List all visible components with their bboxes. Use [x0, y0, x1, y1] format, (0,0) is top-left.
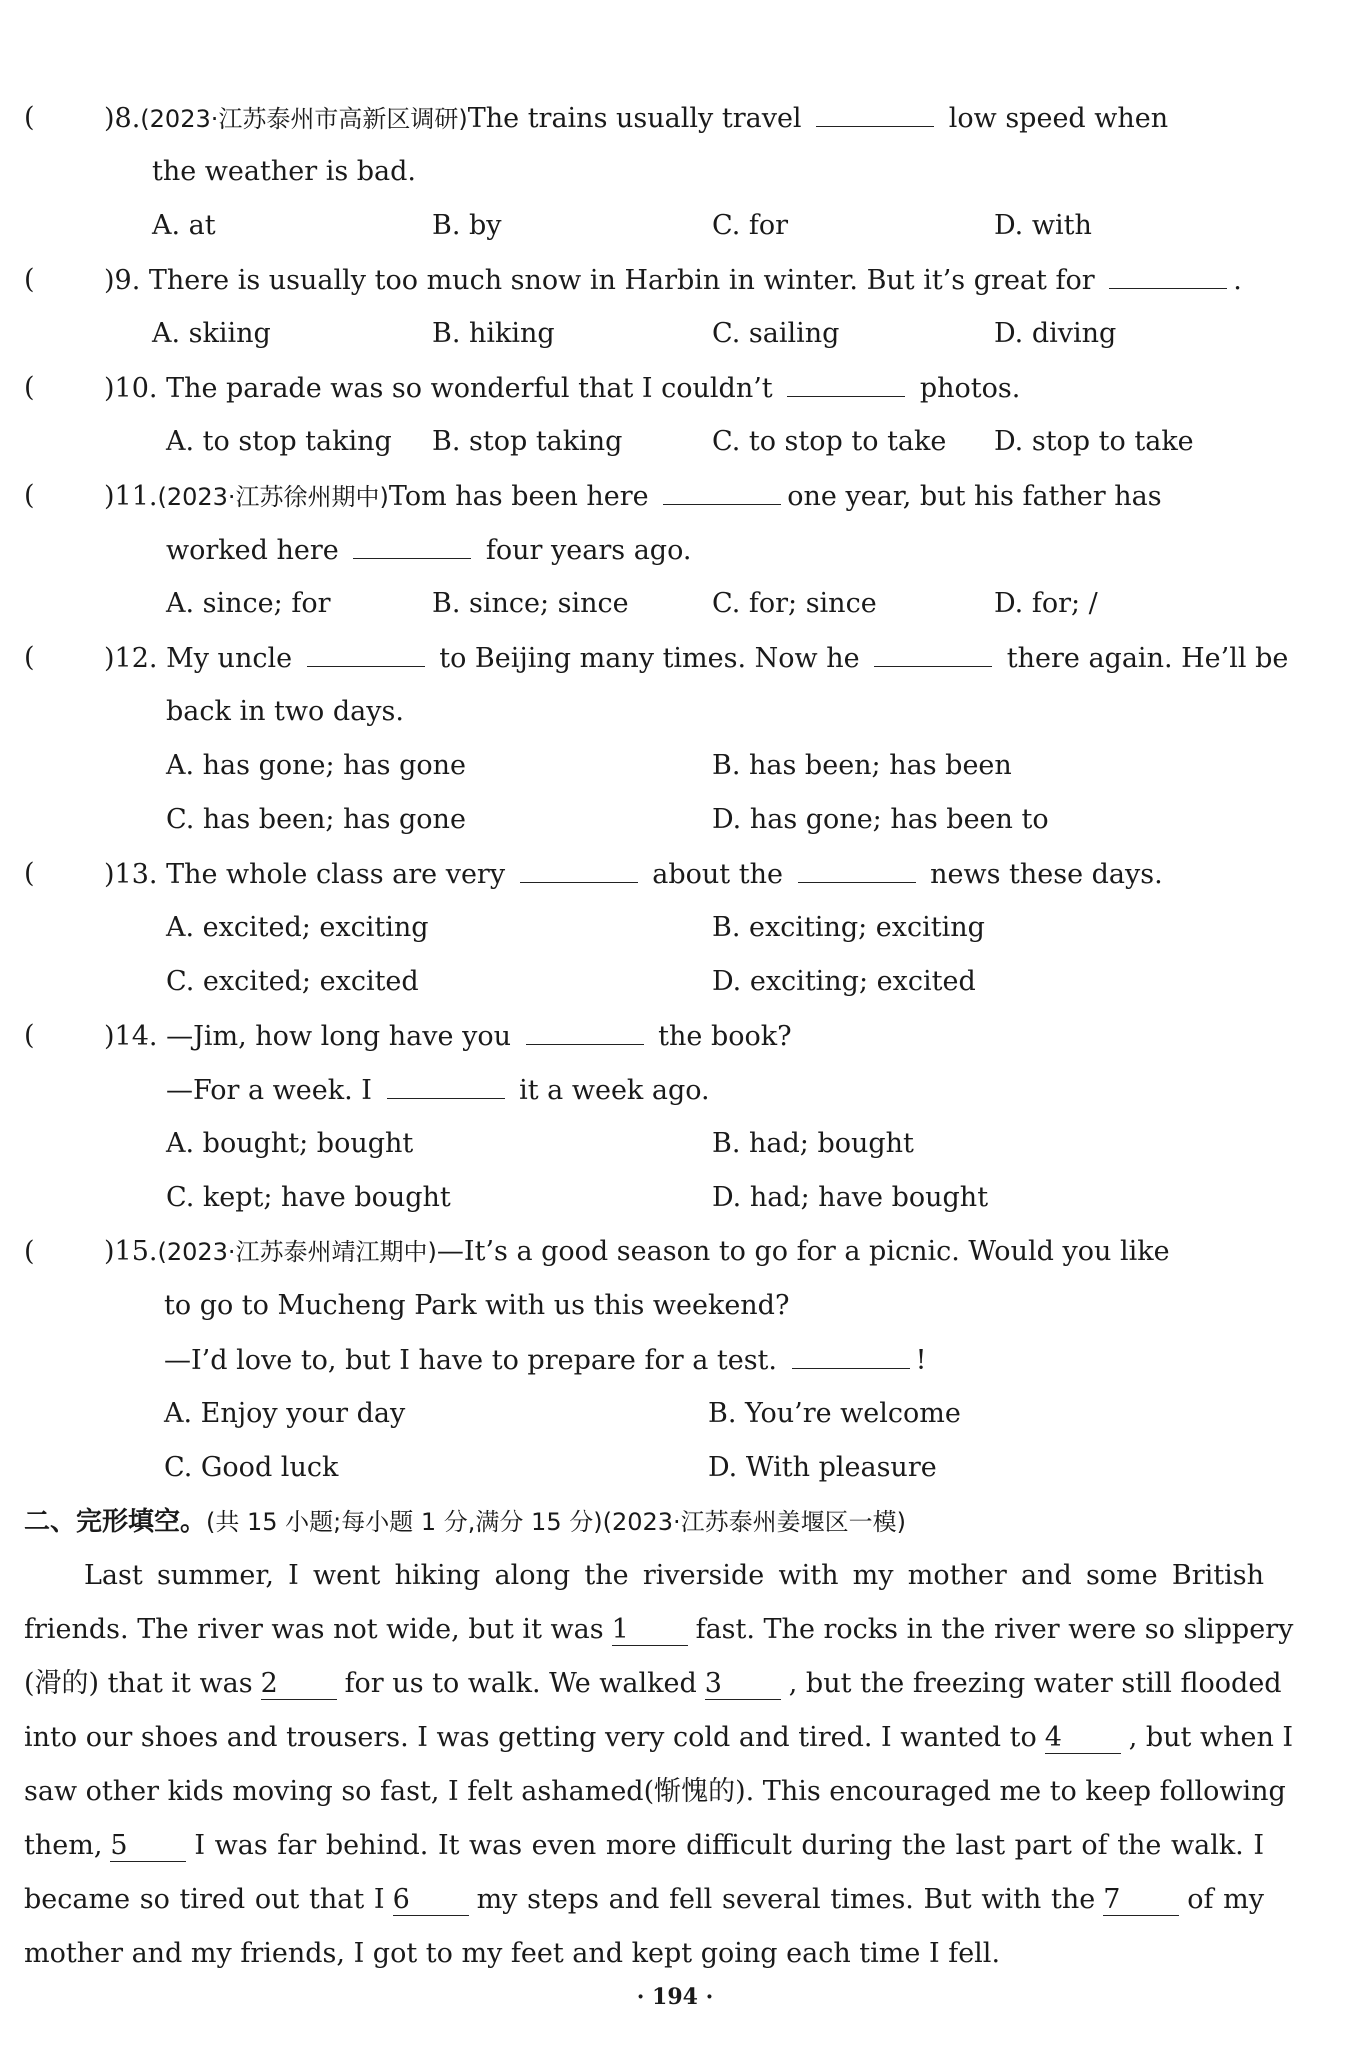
blank[interactable] [353, 530, 471, 559]
question-12-line-1: )12. My uncle to Beijing many times. Now he there again. He’ll be [104, 638, 1288, 679]
answer-paren[interactable]: ( [24, 1236, 35, 1267]
option-d: D. for; / [994, 588, 1098, 619]
option-a: A. since; for [166, 588, 331, 619]
question-9-line-1: )9. There is usually too much snow in Harbin in winter. But it’s great for . [104, 260, 1242, 301]
question-11-line-2: worked here four years ago. [166, 530, 691, 571]
option-c: C. for [712, 210, 789, 241]
option-c: C. kept; have bought [166, 1182, 451, 1213]
passage-line: (滑的) that it was 2 for us to walk. We walked 3 , but the freezing water still flooded [24, 1668, 1282, 1699]
question-source: (2023·江苏徐州期中) [157, 483, 389, 511]
option-d: D. had; have bought [712, 1182, 989, 1213]
blank[interactable] [816, 98, 934, 127]
option-d: D. stop to take [994, 426, 1194, 457]
option-b: B. has been; has been [712, 750, 1012, 781]
blank[interactable] [874, 638, 992, 667]
question-14-line-1: )14. —Jim, how long have you the book? [104, 1016, 792, 1057]
cloze-blank[interactable]: 1 [612, 1615, 688, 1646]
answer-paren[interactable]: ( [24, 858, 35, 889]
cloze-blank[interactable]: 2 [261, 1669, 337, 1700]
option-b: B. exciting; exciting [712, 912, 985, 943]
answer-paren[interactable]: ( [24, 372, 35, 403]
option-a: A. at [152, 210, 216, 241]
option-c: C. excited; excited [166, 966, 419, 997]
blank[interactable] [792, 1340, 910, 1369]
passage-line: became so tired out that I 6 my steps and fell several times. But with the 7 of my [24, 1884, 1264, 1915]
question-11-line-1: )11.(2023·江苏徐州期中)Tom has been here one year, but his father has [104, 476, 1162, 517]
option-c: C. sailing [712, 318, 840, 349]
option-b: B. hiking [432, 318, 555, 349]
answer-paren[interactable]: ( [24, 102, 35, 133]
blank[interactable] [787, 368, 905, 397]
question-14-line-2: —For a week. I it a week ago. [166, 1070, 710, 1111]
answer-paren[interactable]: ( [24, 480, 35, 511]
question-10-line-1: )10. The parade was so wonderful that I couldn’t photos. [104, 368, 1020, 409]
blank[interactable] [663, 476, 781, 505]
section-title: 二、完形填空。 [24, 1507, 207, 1537]
blank[interactable] [526, 1016, 644, 1045]
passage-line: friends. The river was not wide, but it was 1 fast. The rocks in the river were so slippery [24, 1614, 1294, 1645]
option-c: C. Good luck [164, 1452, 339, 1483]
section-desc: (共 15 小题;每小题 1 分,满分 15 分)(2023·江苏泰州姜堰区一模) [206, 1508, 907, 1536]
question-8-line-1: )8.(2023·江苏泰州市高新区调研)The trains usually travel low speed when [104, 98, 1168, 139]
option-b: B. stop taking [432, 426, 623, 457]
cloze-blank[interactable]: 5 [110, 1831, 186, 1862]
option-a: A. to stop taking [166, 426, 392, 457]
question-source: (2023·江苏泰州市高新区调研) [140, 105, 468, 133]
option-a: A. bought; bought [166, 1128, 414, 1159]
option-a: A. excited; exciting [166, 912, 429, 943]
blank[interactable] [520, 854, 638, 883]
page-number: · 194 · [636, 1984, 714, 2010]
section-heading [24, 1502, 906, 1542]
passage-line: Last summer, I went hiking along the riverside with my mother and some British [84, 1560, 1264, 1591]
option-d: D. With pleasure [708, 1452, 937, 1483]
cloze-blank[interactable]: 6 [393, 1885, 469, 1916]
passage-line: mother and my friends, I got to my feet and kept going each time I fell. [24, 1938, 1001, 1969]
cloze-blank[interactable]: 4 [1045, 1723, 1121, 1754]
blank[interactable] [798, 854, 916, 883]
option-b: B. since; since [432, 588, 629, 619]
option-c: C. for; since [712, 588, 877, 619]
question-15-line-3: —I’d love to, but I have to prepare for a test. ! [164, 1340, 926, 1381]
option-d: D. diving [994, 318, 1117, 349]
question-12-line-2: back in two days. [166, 696, 404, 727]
question-15-line-2: to go to Mucheng Park with us this weekend? [164, 1290, 790, 1321]
question-8-line-2: the weather is bad. [152, 156, 417, 187]
question-15-line-1: )15.(2023·江苏泰州靖江期中)—It’s a good season to go for a picnic. Would you like [104, 1236, 1170, 1267]
option-b: B. had; bought [712, 1128, 914, 1159]
option-d: D. has gone; has been to [712, 804, 1049, 835]
blank[interactable] [1109, 260, 1227, 289]
option-c: C. has been; has gone [166, 804, 466, 835]
passage-line: saw other kids moving so fast, I felt ashamed(惭愧的). This encouraged me to keep following [24, 1776, 1286, 1807]
answer-paren[interactable]: ( [24, 264, 35, 295]
answer-paren[interactable]: ( [24, 642, 35, 673]
blank[interactable] [307, 638, 425, 667]
passage-line: them, 5 I was far behind. It was even more difficult during the last part of the walk. I [24, 1830, 1264, 1861]
cloze-blank[interactable]: 7 [1103, 1885, 1179, 1916]
option-d: D. with [994, 210, 1092, 241]
option-c: C. to stop to take [712, 426, 947, 457]
option-b: B. You’re welcome [708, 1398, 961, 1429]
option-b: B. by [432, 210, 502, 241]
cloze-blank[interactable]: 3 [705, 1669, 781, 1700]
option-d: D. exciting; excited [712, 966, 976, 997]
passage-line: into our shoes and trousers. I was getting very cold and tired. I wanted to 4 , but when I [24, 1722, 1294, 1753]
question-13-line-1: )13. The whole class are very about the news these days. [104, 854, 1163, 895]
answer-paren[interactable]: ( [24, 1020, 35, 1051]
blank[interactable] [387, 1070, 505, 1099]
option-a: A. Enjoy your day [164, 1398, 406, 1429]
option-a: A. has gone; has gone [166, 750, 467, 781]
option-a: A. skiing [152, 318, 271, 349]
question-source: (2023·江苏泰州靖江期中) [157, 1238, 437, 1266]
